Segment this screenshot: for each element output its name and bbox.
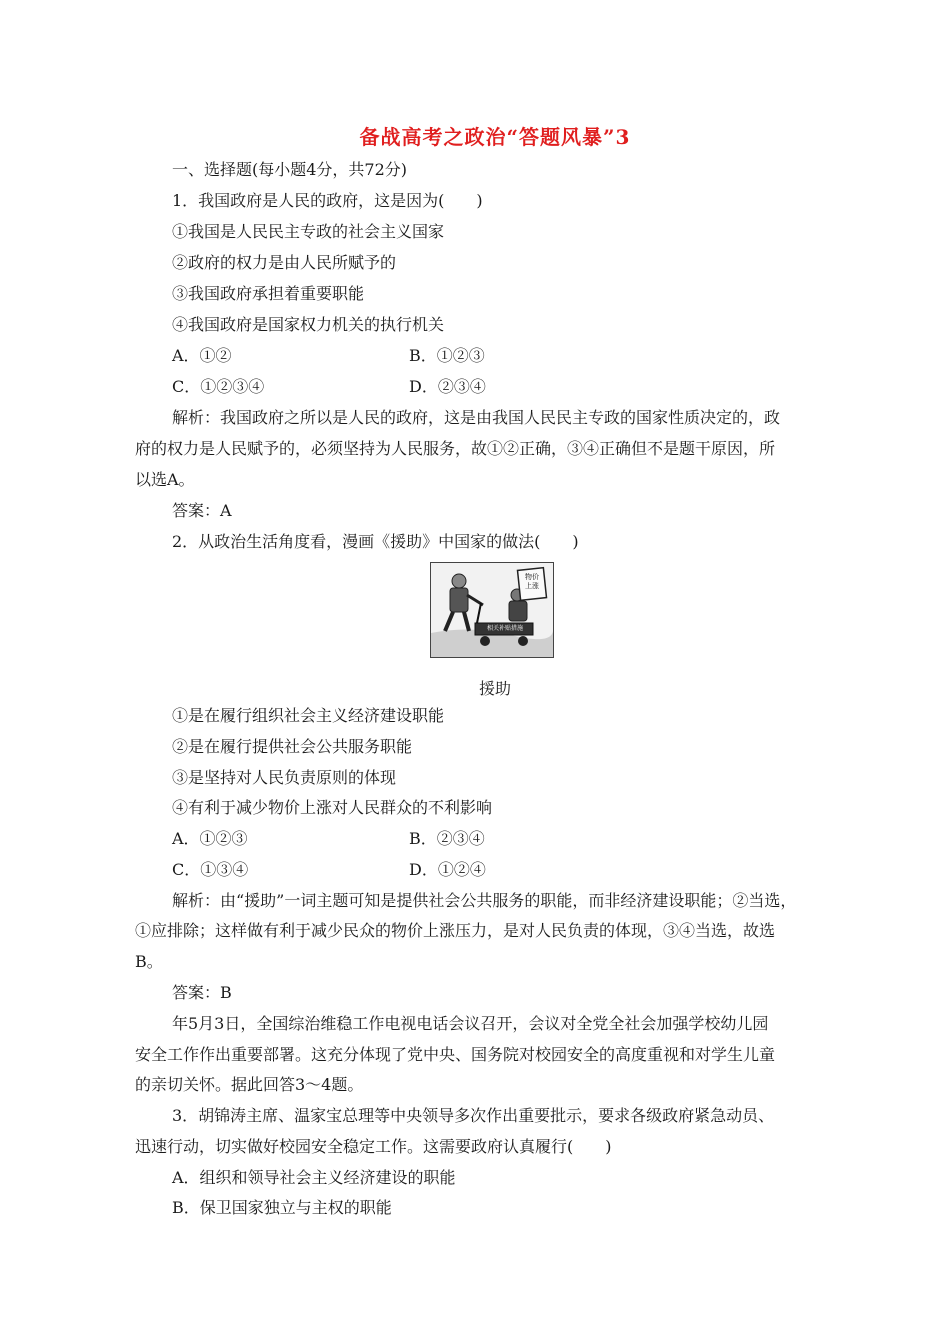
q1-statement-4: ④我国政府是国家权力机关的执行机关 <box>172 315 445 334</box>
q2-option-b: B．②③④ <box>409 829 485 848</box>
q3-option-b: B．保卫国家独立与主权的职能 <box>172 1198 392 1217</box>
q1-explanation-line-1: 解析：我国政府之所以是人民的政府，这是由我国人民民主专政的国家性质决定的，政 <box>172 408 781 427</box>
q2-explanation-line-3: B。 <box>135 952 163 971</box>
q2-explanation-line-1: 解析：由“援助”一词主题可知是提供社会公共服务的职能，而非经济建设职能；②当选， <box>172 891 797 910</box>
q3-option-a: A．组织和领导社会主义经济建设的职能 <box>172 1168 456 1187</box>
q2-answer: 答案：B <box>172 983 232 1002</box>
passage-line-2: 安全工作作出重要部署。这充分体现了党中央、国务院对校园安全的高度重视和对学生儿童 <box>135 1045 776 1064</box>
q1-option-c: C．①②③④ <box>172 377 265 396</box>
q2-option-c: C．①③④ <box>172 860 249 879</box>
q2-statement-3: ③是坚持对人民负责原则的体现 <box>172 768 397 787</box>
q3-stem-line-1: 3．胡锦涛主席、温家宝总理等中央领导多次作出重要批示，要求各级政府紧急动员、 <box>172 1106 775 1125</box>
q1-option-d: D．②③④ <box>409 377 486 396</box>
page-title: 备战高考之政治“答题风暴”3 <box>359 125 631 149</box>
cartoon-caption: 援助 <box>478 679 511 698</box>
cartoon-image <box>430 562 554 658</box>
q2-option-d: D．①②④ <box>409 860 486 879</box>
cartoon-box-label: 物价上涨 <box>525 573 539 590</box>
q2-statement-1: ①是在履行组织社会主义经济建设职能 <box>172 706 445 725</box>
q1-stem: 1．我国政府是人民的政府，这是因为( ) <box>172 191 483 210</box>
section-heading: 一、选择题(每小题4分，共72分) <box>172 160 408 179</box>
cartoon-cart-label: 相关补贴措施 <box>486 625 523 632</box>
passage-line-1: 年5月3日，全国综治维稳工作电视电话会议召开，会议对全党全社会加强学校幼儿园 <box>172 1014 769 1033</box>
passage-line-3: 的亲切关怀。据此回答3～4题。 <box>135 1075 364 1094</box>
q2-statement-4: ④有利于减少物价上涨对人民群众的不利影响 <box>172 798 493 817</box>
q1-statement-1: ①我国是人民民主专政的社会主义国家 <box>172 222 445 241</box>
q1-statement-3: ③我国政府承担着重要职能 <box>172 284 365 303</box>
q3-stem-line-2: 迅速行动，切实做好校园安全稳定工作。这需要政府认真履行( ) <box>135 1137 612 1156</box>
q1-explanation-line-3: 以选A。 <box>135 470 195 489</box>
q1-explanation-line-2: 府的权力是人民赋予的，必须坚持为人民服务，故①②正确，③④正确但不是题干原因，所 <box>135 439 776 458</box>
q2-statement-2: ②是在履行提供社会公共服务职能 <box>172 737 413 756</box>
q1-statement-2: ②政府的权力是由人民所赋予的 <box>172 253 397 272</box>
q1-option-a: A．①② <box>172 346 232 365</box>
q2-explanation-line-2: ①应排除；这样做有利于减少民众的物价上涨压力，是对人民负责的体现，③④当选，故选 <box>135 921 776 940</box>
q2-option-a: A．①②③ <box>172 829 248 848</box>
q1-option-b: B．①②③ <box>409 346 485 365</box>
q1-answer: 答案：A <box>172 501 232 520</box>
q2-stem: 2．从政治生活角度看，漫画《援助》中国家的做法( ) <box>172 532 579 551</box>
